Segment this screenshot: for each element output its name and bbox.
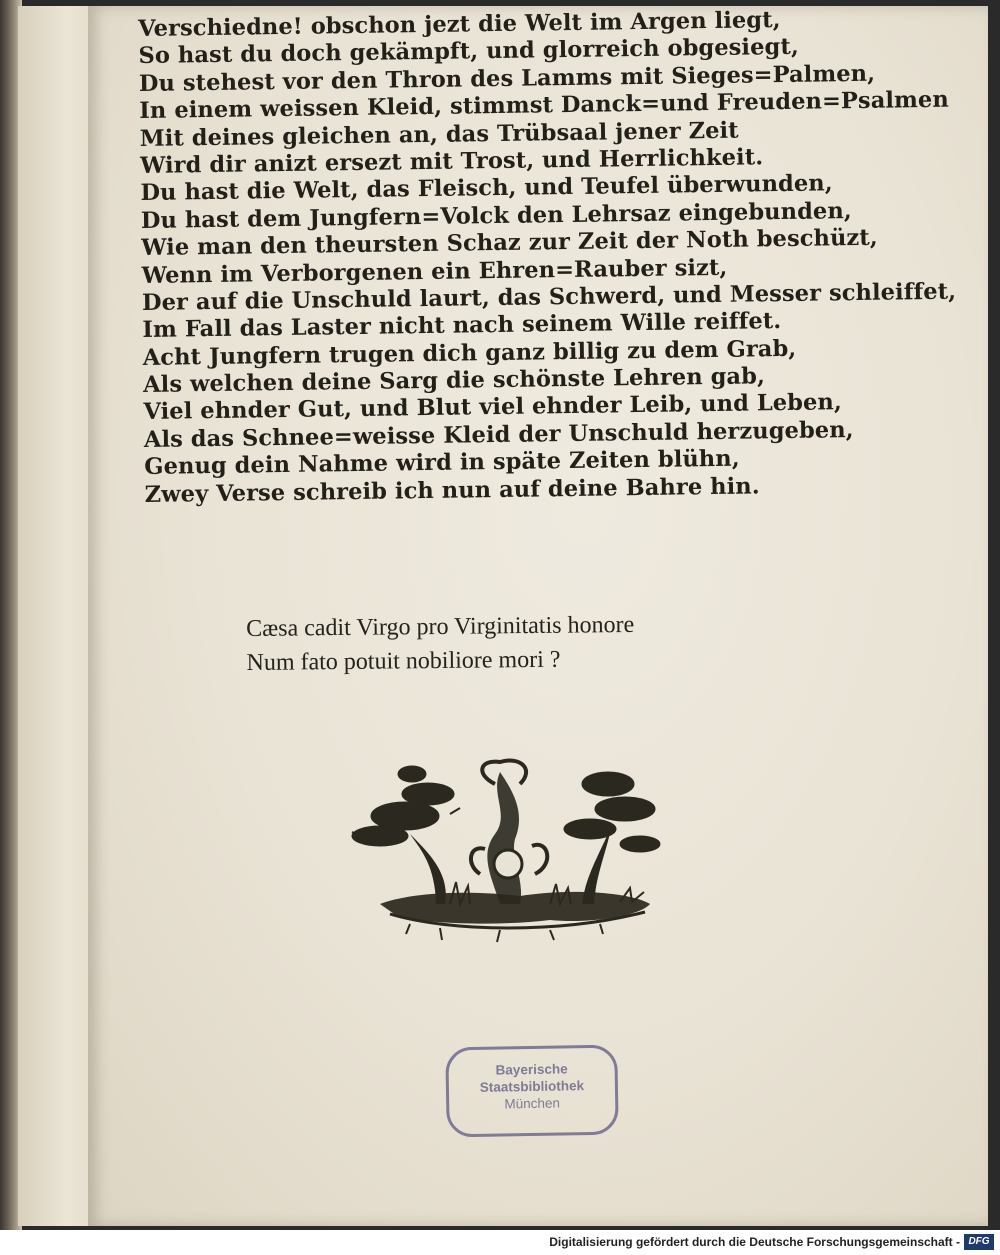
digitization-footer [0,1230,1000,1255]
footer-credit-text: Digitalisierung gefördert durch die Deutsche Forschungsgemeinschaft - [549,1235,960,1249]
stamp-line: Staatsbibliothek [479,1078,585,1095]
poem-line: Im Fall das Laster nicht nach seinem Wille reiffet. [142,308,782,344]
poem-line: Verschiedne! obschon jezt die Welt im Argen liegt, [138,7,781,42]
poem-line: Mit deines gleichen an, das Trübsaal jener Zeit [139,117,739,152]
poem-line: Zwey Verse schreib ich nun auf deine Bahre hin. [144,473,760,508]
stamp-line: Bayerische [495,1061,568,1078]
poem-line: Genug dein Nahme wird in späte Zeiten blühn, [144,445,740,481]
poem-line: So hast du doch gekämpft, und glorreich obgesiegt, [138,34,799,70]
library-stamp [445,1045,619,1138]
dfg-logo: DFG [964,1234,994,1250]
latin-line: Num fato potuit nobiliore mori ? [246,646,561,676]
poem-line: Du hast die Welt, das Fleisch, und Teufel überwunden, [140,170,833,207]
latin-distich [246,606,847,680]
poem-line: In einem weissen Kleid, stimmst Danck=und Freuden=Psalmen [139,86,950,125]
poem-line: Wie man den theursten Schaz zur Zeit der Noth beschüzt, [141,224,878,262]
latin-line: Cæsa cadit Virgo pro Virginitatis honore [246,611,635,642]
landscape-vignette-ornament [350,754,670,949]
poem-line: Du hast dem Jungfern=Volck den Lehrsaz eingebunden, [140,197,852,234]
poem-line: Der auf die Unschuld laurt, das Schwerd, und Messer schleiffet, [141,278,957,316]
stamp-line: München [504,1095,561,1112]
document-page [88,6,988,1226]
poem-text [138,5,957,509]
poem-line: Viel ehnder Gut, und Blut viel ehnder Leib, und Leben, [143,389,843,426]
poem-line: Du stehest vor den Thron des Lamms mit Sieges=Palmen, [138,60,876,97]
poem-line: Als das Schnee=weisse Kleid der Unschuld herzugeben, [143,416,854,453]
poem-line: Als welchen deine Sarg die schönste Lehren gab, [142,363,766,399]
left-page-edge [18,6,99,1226]
poem-line: Wird dir anizt ersezt mit Trost, und Herrlichkeit. [139,144,764,179]
poem-line: Acht Jungfern trugen dich ganz billig zu dem Grab, [142,335,797,371]
poem-line: Wenn im Verborgenen ein Ehren=Rauber sizt, [141,254,728,289]
